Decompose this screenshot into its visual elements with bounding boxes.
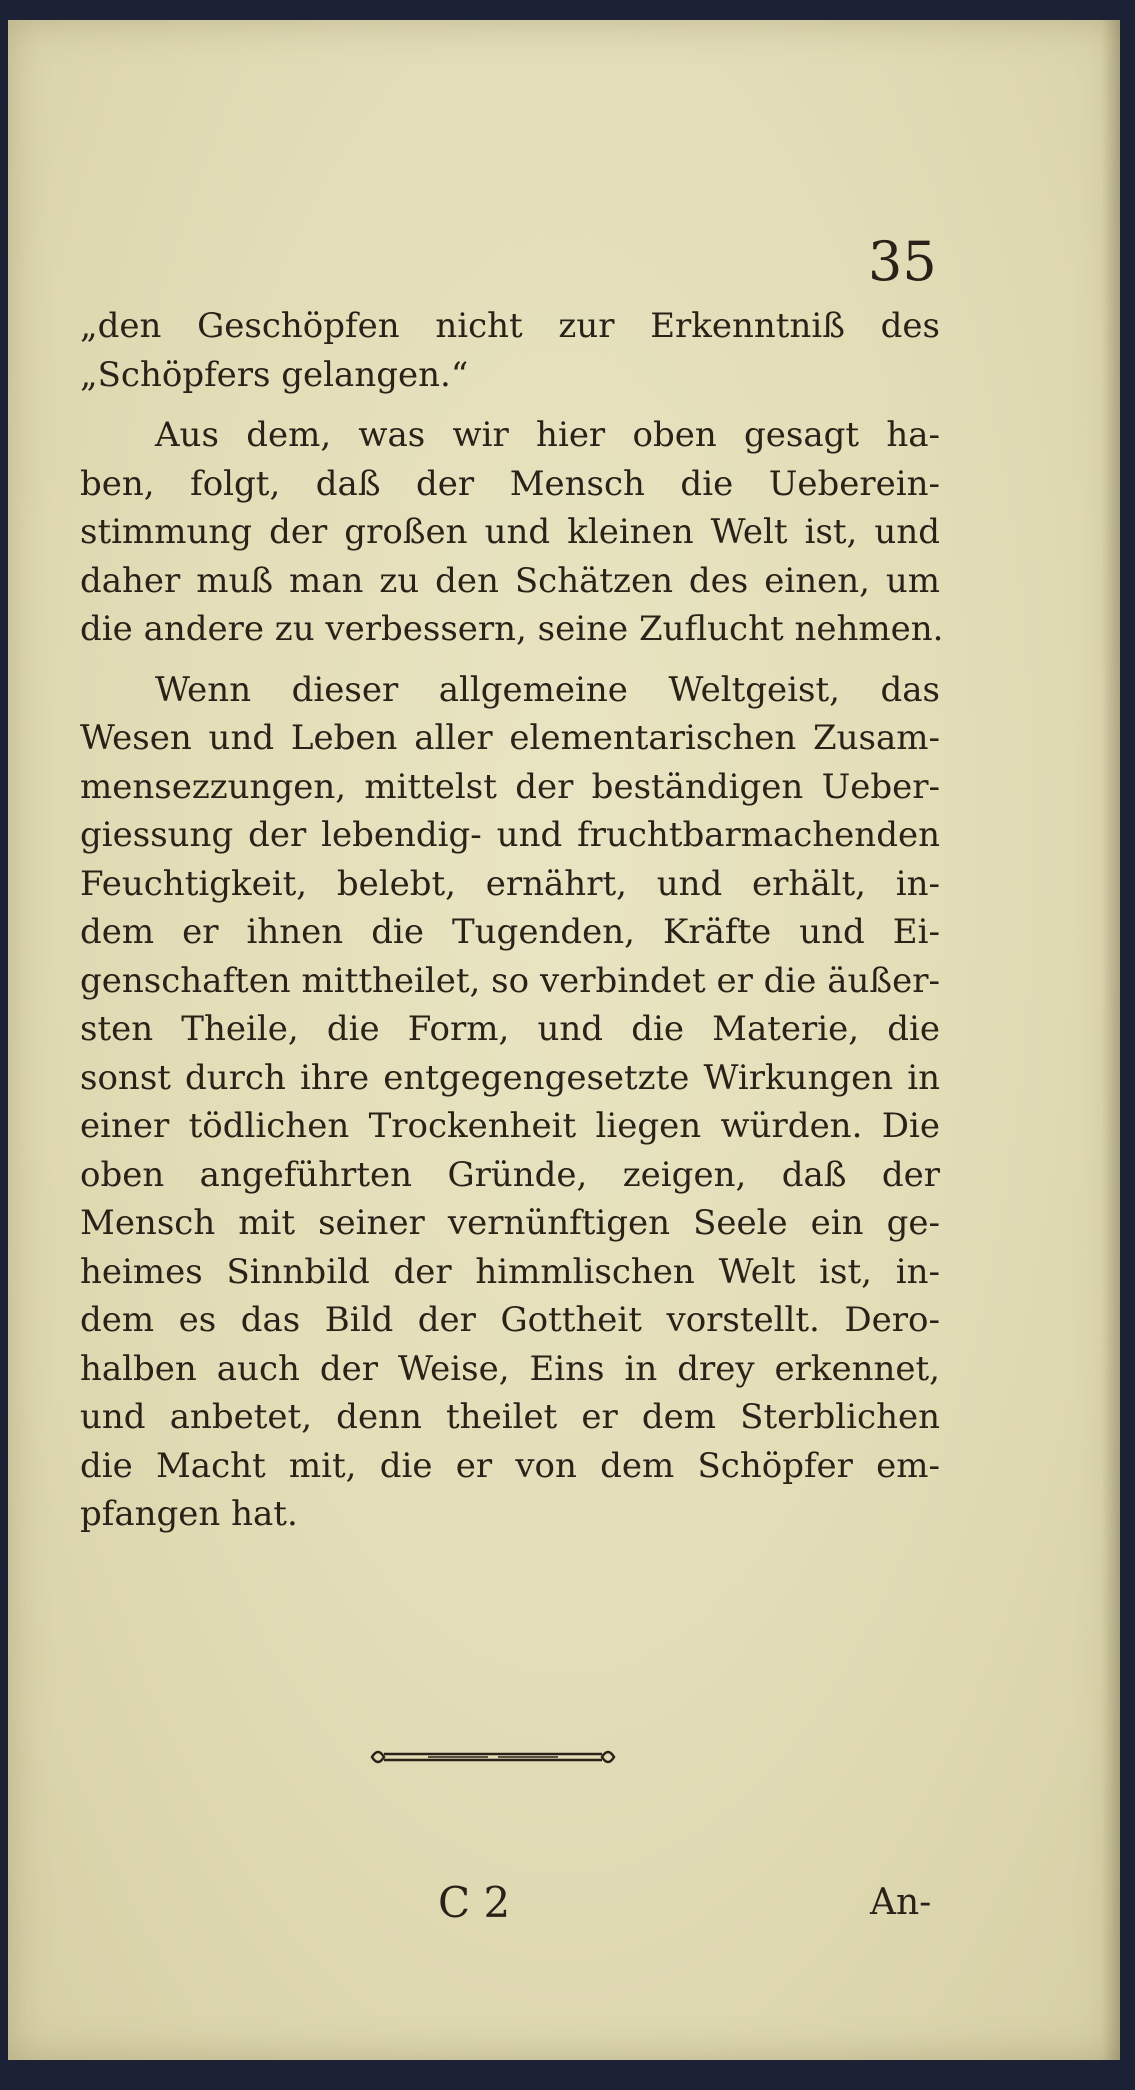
text-line: sonst durch ihre entgegengesetzte Wirkungen in (80, 1057, 940, 1098)
text-line: heimes Sinnbild der himmlischen Welt ist, in- (80, 1251, 940, 1292)
text-line: dem es das Bild der Gottheit vorstellt. Dero- (80, 1300, 940, 1340)
text-line: giessung der lebendig- und fruchtbarmachenden (80, 815, 940, 855)
text-line: die Macht mit, die er von dem Schöpfer em- (80, 1445, 940, 1486)
text-line: ben, folgt, daß der Mensch die Ueberein- (80, 463, 940, 504)
text-line: einer tödlichen Trockenheit liegen würden. Die (80, 1106, 940, 1146)
text-line: oben angeführten Gründe, zeigen, daß der (80, 1154, 940, 1195)
catchword: An- (870, 1882, 932, 1923)
text-line: mensezzungen, mittelst der beständigen Ueber- (80, 766, 940, 807)
body-text (80, 302, 944, 1539)
text-line: stimmung der großen und kleinen Welt ist, und (80, 512, 940, 552)
text-line: die andere zu verbessern, seine Zuflucht nehmen. (80, 609, 944, 649)
text-line: halben auch der Weise, Eins in drey erkennet, (80, 1348, 940, 1389)
signature-mark: C 2 (438, 1878, 511, 1927)
text-line: Feuchtigkeit, belebt, ernährt, und erhält, in- (80, 863, 940, 904)
text-line: daher muß man zu den Schätzen des einen, um (80, 560, 940, 601)
text-line: Mensch mit seiner vernünftigen Seele ein ge- (80, 1203, 940, 1243)
text-line: Wenn dieser allgemeine Weltgeist, das (155, 669, 940, 710)
ornament-rule-icon (368, 1742, 618, 1772)
text-line: „den Geschöpfen nicht zur Erkenntniß des (80, 306, 940, 346)
text-line: Aus dem, was wir hier oben gesagt ha- (155, 415, 940, 455)
text-line: Wesen und Leben aller elementarischen Zusam- (80, 718, 940, 758)
text-line: sten Theile, die Form, und die Materie, die (80, 1009, 940, 1049)
text-line: und anbetet, denn theilet er dem Sterblichen (80, 1397, 940, 1437)
page-number: 35 (868, 230, 937, 293)
book-page (8, 20, 1120, 2060)
text-line: „Schöpfers gelangen.“ (80, 354, 469, 395)
text-line: genschaften mittheilet, so verbindet er die äußer- (80, 960, 940, 1001)
text-line: dem er ihnen die Tugenden, Kräfte und Ei- (80, 912, 940, 952)
text-line: pfangen hat. (80, 1494, 298, 1534)
